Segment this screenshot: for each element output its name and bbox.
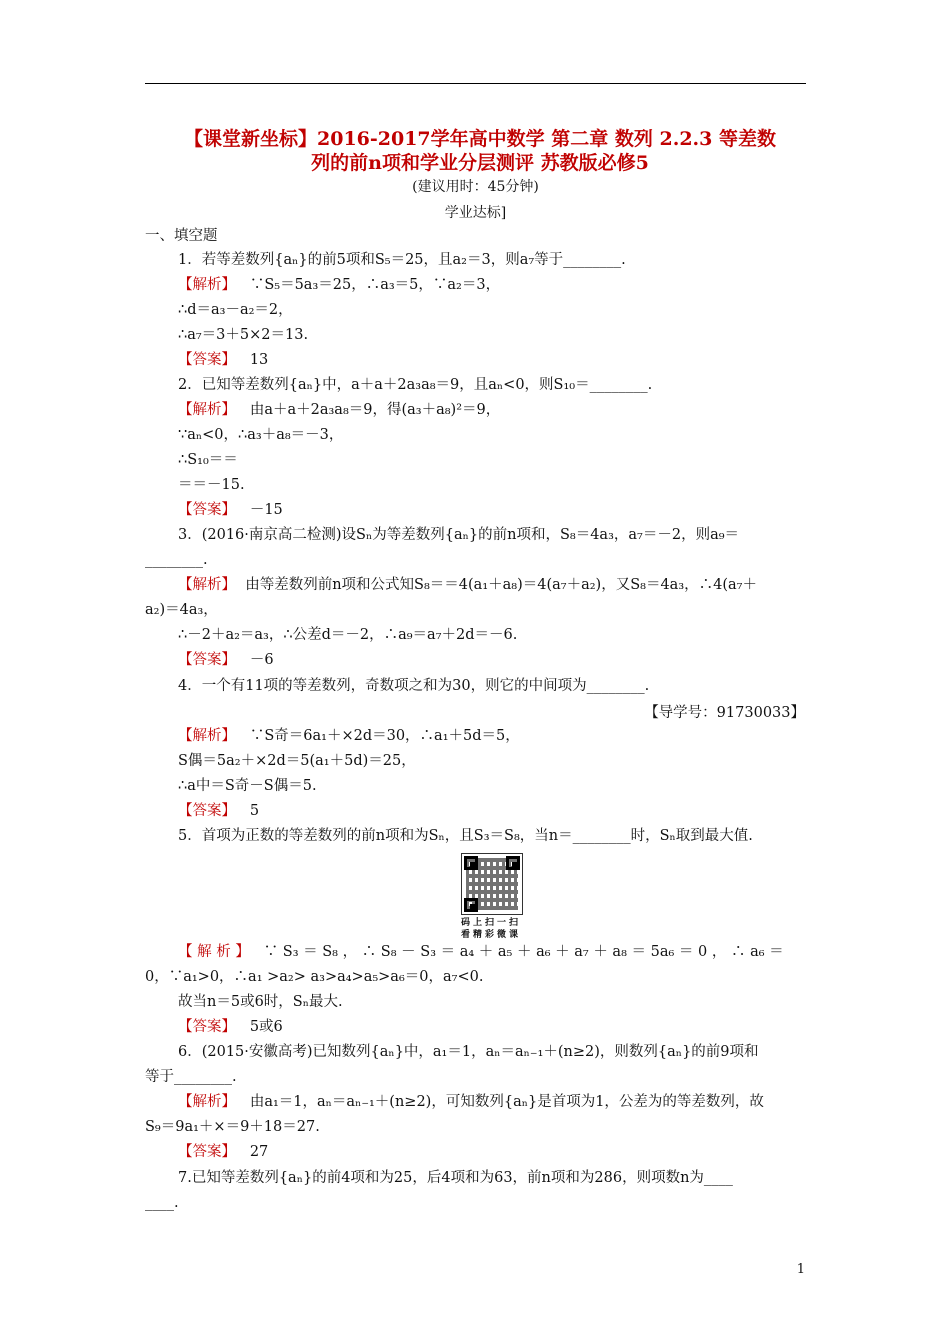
q4-solution-row	[178, 726, 520, 746]
page-number: 1	[796, 1262, 805, 1277]
q1-solution-row	[178, 275, 500, 295]
question-3: 3．(2016·南京高二检测)设Sₙ为等差数列{aₙ}的前n项和，S₈＝4a₃，a₇＝－2，则a₉＝	[178, 527, 740, 543]
q4-answer-row	[178, 801, 259, 821]
q3-answer-row	[178, 650, 274, 670]
q5-solution-row	[178, 942, 784, 962]
question-6: 6．(2015·安徽高考)已知数列{aₙ}中，a₁＝1，aₙ＝aₙ₋₁＋(n≥2)，则数列{aₙ}的前9项和	[178, 1044, 759, 1060]
answer-text: 13	[249, 352, 269, 368]
q5-solution-line: 故当n＝5或6时，Sₙ最大.	[178, 994, 343, 1010]
solution-label: 【解析】	[178, 577, 236, 593]
answer-text: 5	[249, 803, 260, 819]
solution-label: 【解析】	[178, 402, 236, 418]
document-title-line-1: 【课堂新坐标】2016-2017学年高中数学 第二章 数列 2.2.3 等差数	[184, 128, 776, 150]
q2-solution-row	[178, 400, 500, 420]
question-2: 2．已知等差数列{aₙ}中，a＋a＋2a₃a₈＝9，且aₙ<0，则S₁₀＝________.	[178, 377, 653, 393]
qr-code-icon	[461, 853, 523, 915]
qr-finder	[464, 898, 478, 912]
qr-caption-1: 码上扫一扫	[460, 918, 521, 928]
section-label: 学业达标]	[444, 205, 507, 221]
q5-answer-row	[178, 1017, 283, 1037]
time-note: (建议用时：45分钟)	[412, 179, 539, 195]
answer-label: 【答案】	[178, 652, 236, 668]
answer-text: －6	[249, 652, 274, 668]
solution-text: ∵S奇＝6a₁＋×2d＝30，∴a₁＋5d＝5，	[249, 728, 520, 744]
answer-text: －15	[249, 502, 283, 518]
solution-text: 由等差数列前n项和公式知S₈＝＝4(a₁＋a₈)＝4(a₇＋a₂)，又S₈＝4a₃，∴4(a₇＋	[245, 577, 757, 593]
guide-number: 【导学号：91730033】	[644, 705, 805, 721]
q1-solution-line: ∴a₇＝3＋5×2＝13.	[178, 327, 309, 343]
q1-solution-line: ∴d＝a₃－a₂＝2，	[178, 302, 293, 318]
solution-text: 由a₁＝1，aₙ＝aₙ₋₁＋(n≥2)，可知数列{aₙ}是首项为1，公差为的等差数列，故	[249, 1094, 764, 1110]
header-rule	[145, 83, 806, 84]
solution-label: 【解析】	[178, 277, 236, 293]
solution-text: ∵ S₃ ＝ S₈ ， ∴ S₈ － S₃ ＝ a₄ ＋ a₅ ＋ a₆ ＋ a₇ ＋ a₈ ＝ 5a₆ ＝ 0 ， ∴ a₆ ＝	[263, 944, 784, 960]
question-6-cont: 等于________.	[145, 1069, 237, 1085]
qr-caption-2: 看精彩微课	[460, 930, 521, 940]
qr-finder	[464, 856, 478, 870]
solution-label: 【解析】	[178, 728, 236, 744]
question-5: 5．首项为正数的等差数列的前n项和为Sₙ，且S₃＝S₈，当n＝________时，Sₙ取到最大值.	[178, 828, 753, 844]
q3-solution-row	[178, 575, 757, 595]
q6-answer-row	[178, 1142, 268, 1162]
answer-label: 【答案】	[178, 352, 236, 368]
q5-solution-line: 0，∵a₁>0，∴a₁ >a₂> a₃>a₄>a₅>a₆＝0，a₇<0.	[145, 969, 484, 985]
q1-answer-row	[178, 350, 268, 370]
answer-text: 5或6	[249, 1019, 283, 1035]
question-3-blank: ________.	[145, 552, 208, 568]
solution-label: 【 解 析 】	[178, 944, 250, 960]
q4-solution-line: S偶＝5a₂＋×2d＝5(a₁＋5d)＝25，	[178, 753, 416, 769]
answer-label: 【答案】	[178, 1019, 236, 1035]
answer-label: 【答案】	[178, 1144, 236, 1160]
q6-solution-line: S₉＝9a₁＋×＝9＋18＝27.	[145, 1119, 320, 1135]
answer-label: 【答案】	[178, 502, 236, 518]
q2-solution-line: ∵aₙ<0，∴a₃＋a₈＝－3，	[178, 427, 344, 443]
question-7: 7.已知等差数列{aₙ}的前4项和为25，后4项和为63，前n项和为286，则项数n为____	[178, 1170, 733, 1186]
question-7-cont: ____.	[145, 1195, 179, 1211]
solution-text: 由a＋a＋2a₃a₈＝9，得(a₃＋a₈)²＝9，	[249, 402, 501, 418]
document-title-line-2: 列的前n项和学业分层测评 苏教版必修5	[311, 152, 649, 174]
q3-solution-line: a₂)＝4a₃，	[145, 602, 218, 618]
answer-label: 【答案】	[178, 803, 236, 819]
part-label: 一、填空题	[145, 228, 218, 244]
solution-label: 【解析】	[178, 1094, 236, 1110]
q3-solution-line: ∴－2＋a₂＝a₃，∴公差d＝－2，∴a₉＝a₇＋2d＝－6.	[178, 627, 518, 643]
solution-text: ∵S₅＝5a₃＝25，∴a₃＝5，∵a₂＝3，	[249, 277, 501, 293]
qr-finder	[506, 856, 520, 870]
q6-solution-row	[178, 1092, 764, 1112]
answer-text: 27	[249, 1144, 269, 1160]
q4-solution-line: ∴a中＝S奇－S偶＝5.	[178, 778, 317, 794]
q2-solution-line: ∴S₁₀＝＝	[178, 452, 238, 468]
q2-answer-row	[178, 500, 283, 520]
question-1: 1．若等差数列{aₙ}的前5项和S₅＝25，且a₂＝3，则a₇等于________.	[178, 252, 626, 268]
question-4: 4．一个有11项的等差数列，奇数项之和为30，则它的中间项为________.	[178, 678, 650, 694]
q2-solution-line: ＝＝－15.	[178, 477, 245, 493]
